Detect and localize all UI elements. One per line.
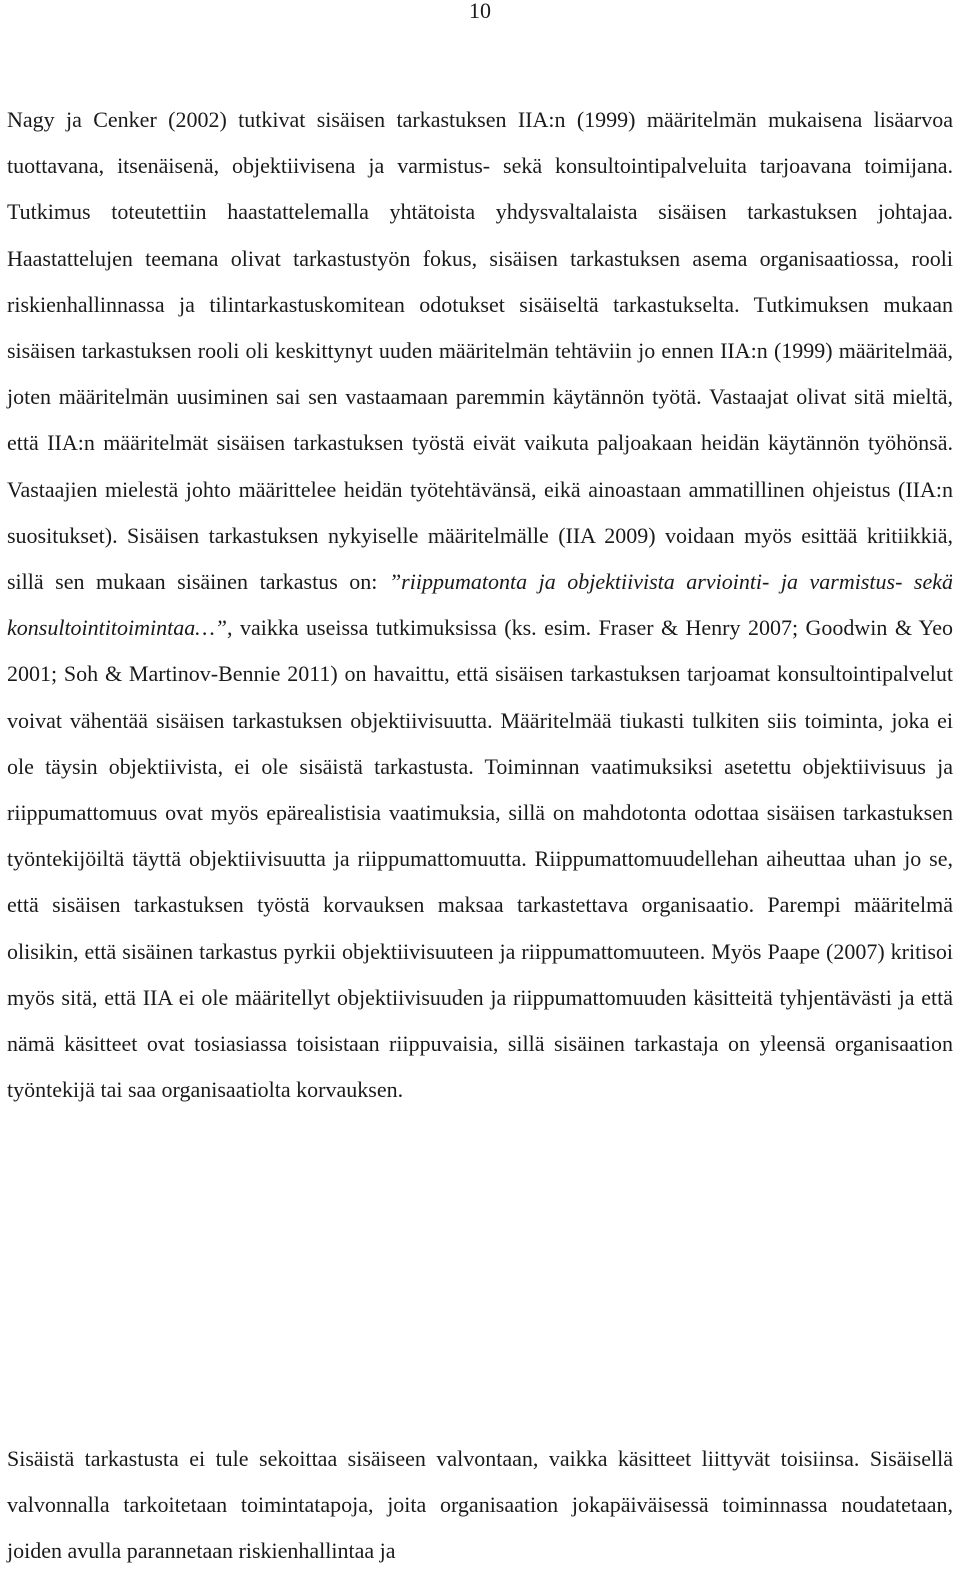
definition-quote: ”riippumatonta ja objektiivista arviointi- ja varmistus- sekä konsultointitoimintaa…”: [7, 569, 954, 641]
page-number: 10: [469, 0, 491, 23]
paragraph-1-text-b: , vaikka useissa tutkimuksissa (ks. esim. Fraser & Henry 2007; Goodwin & Yeo 2001; Soh & Martinov-Bennie 2011) on havaittu, että sisäisen tarkastuksen tarjoamat konsultointipalvelut voivat vähentää sisäisen tarkastuksen objektiivisuutta. Määritelmää tiukasti tulkiten siis toiminta, joka ei ole täysin objektiivista, ei ole sisäistä tarkastusta. Toiminnan vaatimuksiksi asetettu objektiivisuus ja riippumattomuus ovat myös epärealistisia vaatimuksia, sillä on mahdotonta odottaa sisäisen tarkastuksen työntekijöiltä täyttä objektiivisuutta ja riippumattomuutta. Riippumattomuudellehan aiheuttaa uhan jo se, että sisäisen tarkastuksen työstä korvauksen maksaa tarkastettava organisaatio. Parempi määritelmä olisikin, että sisäinen tarkastus pyrkii objektiivisuuteen ja riippumattomuuteen. Myös Paape (2007) kritisoi myös sitä, että IIA ei ole määritellyt objektiivisuuden ja riippumattomuuden käsitteitä tyhjentävästi ja että nämä käsitteet ovat tosiasiassa toisistaan riippuvaisia, sillä sisäinen tarkastaja on yleensä organisaation työntekijä tai saa organisaatiolta korvauksen.: [7, 615, 953, 1103]
body-paragraph-2: Sisäistä tarkastusta ei tule sekoittaa sisäiseen valvontaan, vaikka käsitteet liittyvät toisiinsa. Sisäisellä valvonnalla tarkoitetaan toimintatapoja, joita organisaation jokapäiväisessä toiminnassa noudatetaan, joiden avulla parannetaan riskienhallintaa ja: [7, 1446, 953, 1564]
body-paragraph-1: [7, 97, 953, 1113]
paragraph-1-text-a: Nagy ja Cenker (2002) tutkivat sisäisen tarkastuksen IIA:n (1999) määritelmän mukaisena lisäarvoa tuottavana, itsenäisenä, objektiivisena ja varmistus- sekä konsultointipalveluita tarjoavana toimijana. Tutkimus toteutettiin haastattelemalla yhtätoista yhdysvaltalaista sisäisen tarkastuksen johtajaa. Haastattelujen teemana olivat tarkastustyön fokus, sisäisen tarkastuksen asema organisaatiossa, rooli riskienhallinnassa ja tilintarkastuskomitean odotukset sisäiseltä tarkastukselta. Tutkimuksen mukaan sisäisen tarkastuksen rooli oli keskittynyt uuden määritelmän tehtäviin jo ennen IIA:n (1999) määritelmää, joten määritelmän uusiminen sai sen vastaamaan paremmin käytännön työtä. Vastaajat olivat sitä mieltä, että IIA:n määritelmät sisäisen tarkastuksen työstä eivät vaikuta paljoakaan heidän käytännön työhönsä. Vastaajien mielestä johto määrittelee heidän työtehtävänsä, eikä ainoastaan ammatillinen ohjeistus (IIA:n suositukset). Sisäisen tarkastuksen nykyiselle määritelmälle (IIA 2009) voidaan myös esittää kritiikkiä, sillä sen mukaan sisäinen tarkastus on:: [7, 107, 953, 595]
